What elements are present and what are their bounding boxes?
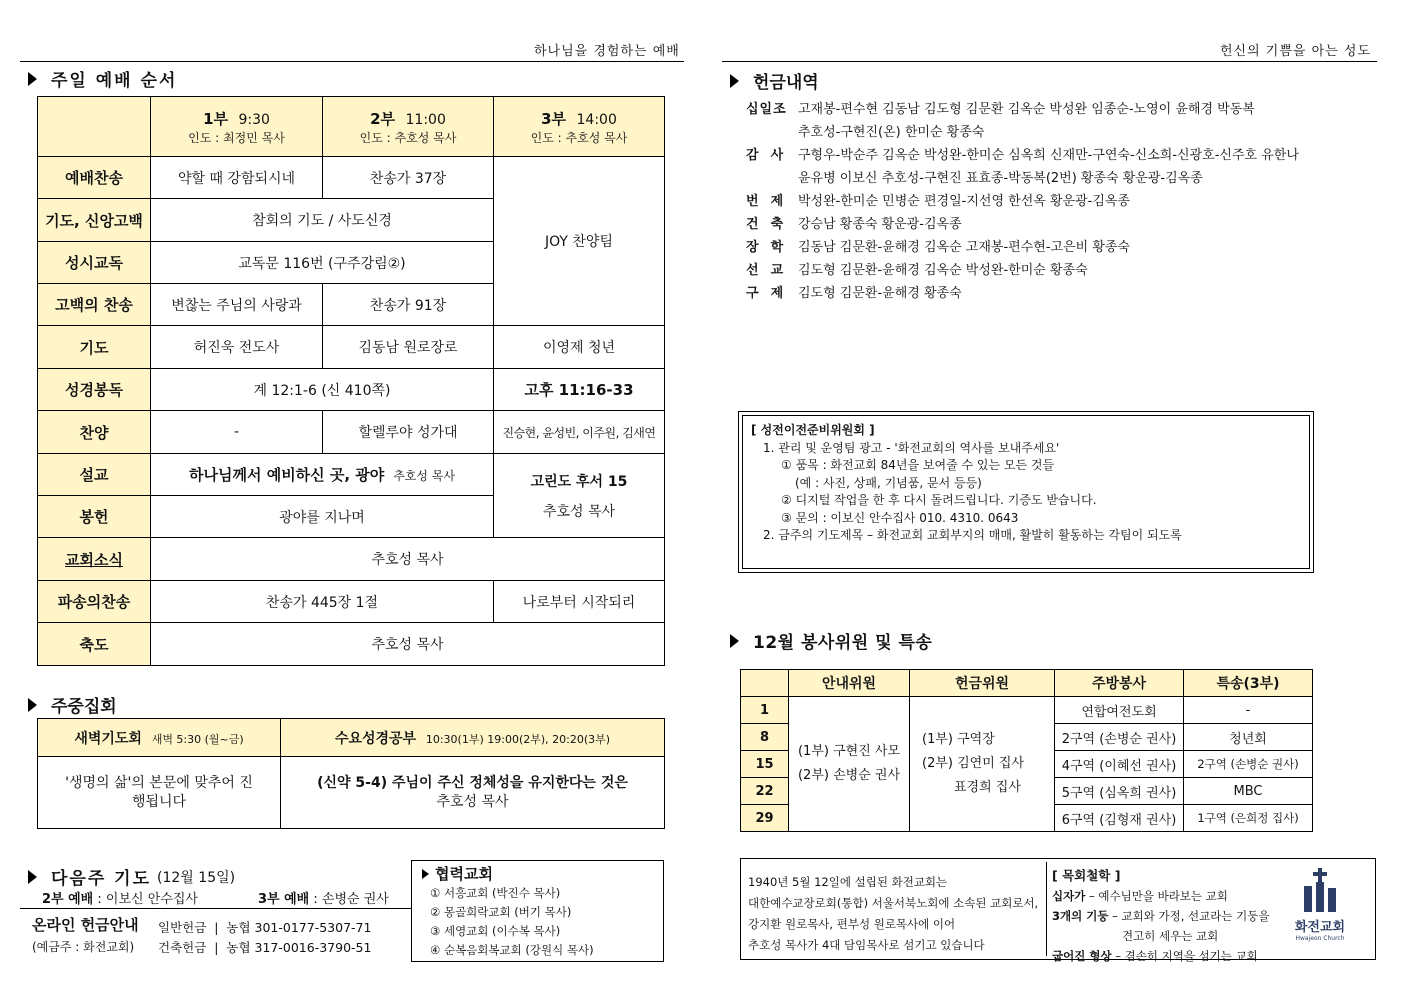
triangle-bullet-icon xyxy=(28,698,37,712)
header-kitchen: 주방봉사 xyxy=(1055,670,1184,697)
offering-row: 윤유병 이보신 추호성-구현진 표효종-박동복(2번) 황종숙 황운광-김옥종 xyxy=(798,171,1203,186)
special-cell: 청년회 xyxy=(1184,724,1313,751)
special-cell: - xyxy=(1184,697,1313,724)
notice-line: ① 품목 : 화전교회 84년을 보여줄 수 있는 모든 것들 xyxy=(781,458,1055,472)
service-corner xyxy=(741,670,789,697)
next-prayer-date: (12월 15일) xyxy=(157,869,236,886)
row-label-teaching: 성시교독 xyxy=(38,242,151,284)
row-label-creed: 기도, 신앙고백 xyxy=(38,199,151,242)
notice-line: 1. 관리 및 운영팀 광고 - '화전교회의 역사를 보내주세요' xyxy=(763,440,1060,455)
partner-item: ② 몽골희락교회 (버기 목사) xyxy=(430,905,572,919)
triangle-bullet-icon xyxy=(422,869,429,879)
wed-study-header: 수요성경공부 10:30(1부) 19:00(2부), 20:20(3부) xyxy=(281,719,665,757)
prayer-s2: 김동남 원로장로 xyxy=(323,326,494,369)
offerings-title-text: 헌금내역 xyxy=(753,73,819,93)
offering-row: 감 사 구형우-박순주 김옥순 박성완-한미순 심옥희 신재만-구연숙-신소희-신광호-신주호 유한나 xyxy=(746,148,1299,163)
december-service-table xyxy=(740,669,1313,832)
praise-s1: 변찮는 주님의 사랑과 xyxy=(151,284,323,326)
sermon-s3: 고린도 후서 15 추호성 목사 xyxy=(494,454,665,538)
offering-row: 건 축 강승남 황종숙 황운광-김옥종 xyxy=(746,217,962,232)
teaching-s12: 교독문 116번 (구주강림②) xyxy=(151,242,494,284)
right-header-rule xyxy=(722,61,1377,62)
offerings-section-title xyxy=(730,68,819,93)
sending-s12: 찬송가 445장 1절 xyxy=(151,581,494,623)
notice-line: (예 : 사진, 상패, 기념품, 문서 등등) xyxy=(795,475,982,490)
row-label-prayer: 기도 xyxy=(38,326,151,369)
triangle-bullet-icon xyxy=(28,72,37,86)
offering-row: 추호성-구현진(온) 한미순 황종숙 xyxy=(798,125,985,140)
kitchen-cell: 5구역 (심옥희 권사) xyxy=(1055,778,1184,805)
offering-s12: 광야를 지나며 xyxy=(151,496,494,538)
offering-row: 구 제 김도형 김문환-윤해경 황종숙 xyxy=(746,286,962,301)
worship-title-text: 주일 예배 순서 xyxy=(51,71,178,91)
online-title: 온라인 헌금안내 xyxy=(32,916,139,934)
row-label-reading: 성경봉독 xyxy=(38,369,151,411)
week-label: 1 xyxy=(741,697,789,724)
worship-section-title xyxy=(28,66,177,91)
worship-order-table xyxy=(37,96,665,666)
special-cell: MBC xyxy=(1184,778,1313,805)
week-label: 15 xyxy=(741,751,789,778)
partner-item: ④ 순복음회복교회 (강원식 목사) xyxy=(430,943,594,957)
header-guide: 안내위원 xyxy=(789,670,910,697)
sending-s3: 나로부터 시작되리 xyxy=(494,581,665,623)
wed-study-content: (신약 5-4) 주님이 주신 정체성을 유지한다는 것은 추호성 목사 xyxy=(281,757,665,829)
notice-line: ③ 문의 : 이보신 안수집사 010. 4310. 0643 xyxy=(781,510,1019,525)
online-line-building: 건축헌금 | 농협 317-0016-3790-51 xyxy=(158,940,372,955)
week-label: 29 xyxy=(741,805,789,832)
reading-s12: 계 12:1-6 (신 410쪽) xyxy=(151,369,494,411)
service-2-header: 2부 11:00 인도 : 추호성 목사 xyxy=(323,97,494,157)
midweek-section-title xyxy=(28,692,117,717)
ministry-philosophy: [ 목회철학 ] 십자가 – 예수님만을 바라보는 교회 3개의 기둥 – 교회와 가정, 선교라는 기둥을 견고히 세우는 교회 굽어진 형상 – 겸손히 지역을 섬기는 교회 xyxy=(1052,868,1270,963)
reading-s3: 고후 11:16-33 xyxy=(494,369,665,411)
row-label-praise: 고백의 찬송 xyxy=(38,284,151,326)
hymn-s2: 찬송가 37장 xyxy=(323,157,494,199)
midweek-title-text: 주중집회 xyxy=(51,697,117,717)
anthem-s3: 진승현, 윤성빈, 이주원, 김새연 xyxy=(494,411,665,454)
service-section-title xyxy=(730,628,932,653)
church-logo: 화전교회 Hwajeon Church xyxy=(1288,866,1352,942)
row-label-news: 교회소식 xyxy=(38,538,151,581)
hymn-s1: 약할 때 강함되시네 xyxy=(151,157,323,199)
cross-building-icon xyxy=(1298,866,1342,914)
building-committee-notice xyxy=(738,411,1314,573)
row-label-hymn: 예배찬송 xyxy=(38,157,151,199)
notice-line: ② 디지털 작업을 한 후 다시 돌려드립니다. 기증도 받습니다. xyxy=(781,493,1097,507)
service-1-header: 1부 9:30 인도 : 최정민 목사 xyxy=(151,97,323,157)
offer-cell: (1부) 구역장 (2부) 김연미 집사 표경희 집사 xyxy=(910,697,1055,832)
prayer-s3: 이영제 청년 xyxy=(494,326,665,369)
creed-s12: 참회의 기도 / 사도신경 xyxy=(151,199,494,242)
anthem-s1: - xyxy=(151,411,323,454)
left-header-rule xyxy=(20,61,684,62)
partners-title: 협력교회 xyxy=(435,865,493,883)
row-label-sermon: 설교 xyxy=(38,454,151,496)
row-label-anthem: 찬양 xyxy=(38,411,151,454)
offering-row: 선 교 김도형 김문환-윤해경 김옥순 박성완-한미순 황종숙 xyxy=(746,263,1088,278)
kitchen-cell: 4구역 (이혜선 권사) xyxy=(1055,751,1184,778)
joy-praise-team: JOY 찬양팀 xyxy=(494,157,665,326)
dawn-prayer-content: '생명의 삶'의 본문에 맞추어 진행됩니다 xyxy=(38,757,281,829)
row-label-sending: 파송의찬송 xyxy=(38,581,151,623)
service-3-header: 3부 14:00 인도 : 추호성 목사 xyxy=(494,97,665,157)
offering-row: 십일조 고재봉-편수현 김동남 김도형 김문환 김옥순 박성완 임종순-노영이 윤해경 박동복 xyxy=(746,102,1255,117)
partner-item: ③ 세영교회 (이수복 목사) xyxy=(430,924,561,938)
kitchen-cell: 연합여전도회 xyxy=(1055,697,1184,724)
row-label-offering: 봉헌 xyxy=(38,496,151,538)
corner-cell xyxy=(38,97,151,157)
guide-cell: (1부) 구현진 사모 (2부) 손병순 권사 xyxy=(789,697,910,832)
partner-item: ① 서흥교회 (박진수 목사) xyxy=(430,886,561,900)
online-holder: (예금주 : 화전교회) xyxy=(32,940,135,954)
special-cell: 2구역 (손병순 권사) xyxy=(1184,751,1313,778)
header-offer: 헌금위원 xyxy=(910,670,1055,697)
next-prayer-s2: 2부 예배 : 이보신 안수집사 xyxy=(42,892,198,907)
online-rule xyxy=(20,908,411,909)
anthem-s2: 할렐루야 성가대 xyxy=(323,411,494,454)
blessing-all: 추호성 목사 xyxy=(151,623,665,666)
offering-row: 번 제 박성완-한미순 민병순 편경일-지선영 한선옥 황운광-김옥종 xyxy=(746,194,1130,209)
online-line-general: 일반헌금 | 농협 301-0177-5307-71 xyxy=(158,920,372,935)
partner-churches-box xyxy=(411,860,664,962)
notice-line: 2. 금주의 기도제목 – 화전교회 교회부지의 매매, 활발히 활동하는 각팀이 되도록 xyxy=(763,528,1182,542)
right-page-header: 헌신의 기쁨을 아는 성도 xyxy=(1220,44,1371,59)
triangle-bullet-icon xyxy=(730,74,739,88)
header-special: 특송(3부) xyxy=(1184,670,1313,697)
dawn-prayer-header: 새벽기도회 새벽 5:30 (월~금) xyxy=(38,719,281,757)
triangle-bullet-icon xyxy=(730,634,739,648)
week-label: 8 xyxy=(741,724,789,751)
kitchen-cell: 6구역 (김형재 권사) xyxy=(1055,805,1184,832)
week-label: 22 xyxy=(741,778,789,805)
next-prayer-title-text: 다음주 기도 xyxy=(51,869,152,889)
praise-s2: 찬송가 91장 xyxy=(323,284,494,326)
church-history: 1940년 5월 12일에 설립된 화전교회는 대한예수교장로회(통합) 서울서북노회에 소속된 교회로서, 강지환 원로목사, 편부성 원로목사에 이어 추호성 목사가 4대 담임목사로 섬기고 있습니다 xyxy=(748,875,1039,952)
midweek-table xyxy=(37,718,665,829)
offering-row: 장 학 김동남 김문환-윤해경 김옥순 고재봉-편수현-고은비 황종숙 xyxy=(746,240,1130,255)
service-title-text: 12월 봉사위원 및 특송 xyxy=(753,633,933,653)
row-label-blessing: 축도 xyxy=(38,623,151,666)
kitchen-cell: 2구역 (손병순 권사) xyxy=(1055,724,1184,751)
news-all: 추호성 목사 xyxy=(151,538,665,581)
prayer-s1: 허진욱 전도사 xyxy=(151,326,323,369)
triangle-bullet-icon xyxy=(28,870,37,884)
info-divider xyxy=(1046,862,1047,956)
notice-title: [ 성전이전준비위원회 ] xyxy=(751,423,875,437)
special-cell: 1구역 (은희정 집사) xyxy=(1184,805,1313,832)
next-prayer-title xyxy=(28,864,235,889)
left-page-header: 하나님을 경험하는 예배 xyxy=(534,44,680,59)
sermon-s12: 하나님께서 예비하신 곳, 광야 추호성 목사 xyxy=(151,454,494,496)
next-prayer-s3: 3부 예배 : 손병순 권사 xyxy=(258,892,389,907)
